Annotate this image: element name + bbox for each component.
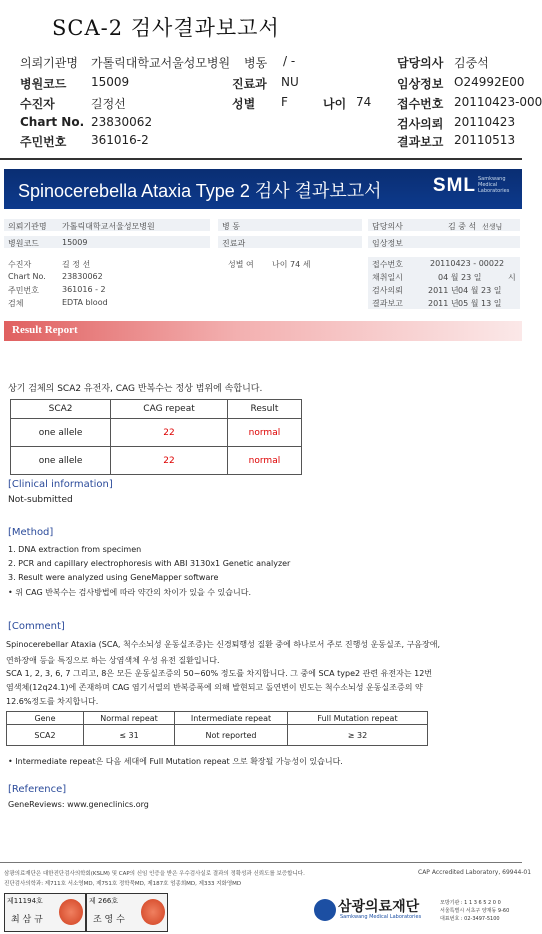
divider [0, 158, 522, 160]
result-report-bar [4, 321, 522, 341]
request-value: 20110423 [454, 115, 516, 129]
info-doctor-value: 김 중 석 [448, 222, 477, 231]
info-report-year: 2011 년 [428, 299, 459, 308]
intermediate-note: • Intermediate repeat은 다음 세대에 Full Mutation repeat 으로 확장될 가능성이 있습니다. [8, 757, 343, 766]
method-note: • 위 CAG 반복수는 검사방법에 따라 약간의 차이가 있을 수 있습니다. [8, 588, 252, 597]
request-label: 검사의뢰 [397, 117, 444, 131]
table-row [7, 725, 428, 746]
info-code-label: 병원코드 [8, 239, 39, 248]
info-report-value: 05 월 13 일 [458, 299, 502, 308]
info-chart-label: Chart No. [8, 272, 46, 281]
result-table-header: Result [227, 400, 301, 419]
gene-cell: SCA2 [7, 725, 84, 746]
info-doctor-label: 담당의사 [372, 222, 403, 231]
code-label: 병원코드 [20, 77, 67, 91]
org-address: 서울특별시 서초구 양재동 9-60 [440, 908, 510, 914]
normal-repeat-cell: ≤ 31 [84, 725, 175, 746]
info-collect-suffix: 시 [508, 273, 516, 282]
full-mutation-cell: ≥ 32 [288, 725, 428, 746]
dept-value: NU [281, 75, 299, 89]
report-label: 결과보고 [397, 135, 444, 149]
seal-icon [141, 899, 165, 925]
method-item: 1. DNA extraction from specimen [8, 545, 142, 554]
info-id-label: 주민번호 [8, 286, 39, 295]
sex-value: F [281, 95, 288, 109]
info-sex-value: 성별 여 [228, 260, 254, 269]
org-tel-1: 모방기관 : 1 1 3 6 5 2 0 0 [440, 900, 501, 906]
result-table-header: CAG repeat [111, 400, 228, 419]
table-row [11, 447, 302, 475]
patient-value: 길정선 [91, 97, 126, 111]
sml-logo-sub: Samkwang Medical Laboratories [478, 176, 510, 194]
patient-label: 수진자 [20, 97, 55, 111]
allele-cell: one allele [11, 419, 111, 447]
cag-repeat-cell: 22 [111, 419, 228, 447]
reference-title: [Reference] [8, 784, 67, 795]
code-value: 15009 [91, 75, 130, 89]
hospital-label: 의뢰기관명 [20, 56, 78, 70]
sml-logo: SML [432, 175, 476, 196]
stamp-license: 제 266호 [89, 897, 119, 905]
comment-line: SCA 1, 2, 3, 6, 7 그리고, 8은 모든 운동실조증의 50~60% 정도를 차지합니다. 그 중에 SCA type2 관련 유전자는 12번 [6, 669, 433, 678]
comment-title: [Comment] [8, 621, 65, 632]
info-ward-label: 병 동 [222, 222, 240, 231]
info-specimen-label: 검체 [8, 299, 24, 308]
table-row [11, 419, 302, 447]
footer-accreditation: 삼광의료재단은 대한진단검사의학회(KSLM) 및 CAP의 신임 인증을 받은 우수검사실로 결과의 정확성과 신뢰도를 보증합니다. [4, 871, 305, 877]
comment-line: 연하장애 등을 특징으로 하는 상염색체 우성 유전 질환입니다. [6, 656, 220, 665]
stamp-name: 조 영 수 [93, 915, 125, 925]
doctor-label: 담당의사 [397, 56, 444, 70]
receipt-value: 20110423-000 [454, 95, 542, 109]
info-request-year: 2011 년 [428, 286, 459, 295]
doctor-value: 김중석 [454, 56, 489, 70]
comment-line: 12.6%정도를 차지합니다. [6, 697, 99, 706]
report-value: 20110513 [454, 133, 516, 147]
id-value: 361016-2 [91, 133, 149, 147]
id-label: 주민번호 [20, 135, 67, 149]
receipt-label: 접수번호 [397, 97, 444, 111]
range-table-header: Gene [7, 712, 84, 725]
intermediate-repeat-cell: Not reported [175, 725, 288, 746]
info-specimen-value: EDTA blood [62, 298, 108, 307]
method-item: 2. PCR and capillary electrophoresis with ABI 3130x1 Genetic analyzer [8, 559, 291, 568]
range-table-header: Normal repeat [84, 712, 175, 725]
result-report-title: Result Report [12, 324, 78, 336]
clinical-label: 임상정보 [397, 77, 444, 91]
org-name: 삼광의료재단 [338, 899, 420, 915]
reference-text: GeneReviews: www.geneclinics.org [8, 800, 149, 809]
result-table [10, 399, 302, 475]
allele-cell: one allele [11, 447, 111, 475]
info-patient-label: 수진자 [8, 260, 32, 269]
doctor-stamp-1 [4, 893, 86, 932]
comment-line: 염색체(12q24.1)에 존재하며 CAG 염기서열의 반복증폭에 의해 발현되고 돌연변이 빈도는 척수소뇌성 운동실조증의 약 [6, 683, 423, 692]
footer-doctors: 진단검사의학과: 제711호 서소영MD, 제751호 정학묵MD, 제187호 엄종희MD, 제333 지화영MD [4, 881, 242, 887]
cap-accreditation: CAP Accredited Laboratory, 69944-01 [418, 869, 532, 876]
method-title: [Method] [8, 527, 54, 538]
chart-label: Chart No. [20, 115, 85, 129]
result-table-header: SCA2 [11, 400, 111, 419]
info-code-value: 15009 [62, 238, 88, 247]
document-title: SCA-2 검사결과보고서 [52, 16, 280, 40]
comment-line: Spinocerebellar Ataxia (SCA, 척수소뇌성 운동실조증)는 신경퇴행성 질환 중에 하나로서 주로 진행성 운동실조, 구음장애, [6, 640, 441, 649]
info-report-label: 결과보고 [372, 299, 403, 308]
info-hospital-value: 가톨릭대학교서울성모병원 [62, 222, 155, 231]
hospital-value: 가톨릭대학교서울성모병원 [91, 56, 231, 70]
info-hospital-label: 의뢰기관명 [8, 222, 47, 231]
info-id-value: 361016 - 2 [62, 285, 106, 294]
info-chart-value: 23830062 [62, 272, 103, 281]
repeat-range-table [6, 711, 428, 746]
info-collect-label: 채취일시 [372, 273, 403, 282]
clinical-value: O24992E00 [454, 75, 525, 89]
result-cell: normal [227, 447, 301, 475]
range-table-header: Full Mutation repeat [288, 712, 428, 725]
banner-title: Spinocerebella Ataxia Type 2 검사 결과보고서 [18, 181, 382, 201]
info-request-label: 검사의뢰 [372, 286, 403, 295]
stamp-name: 최 삼 규 [11, 915, 43, 925]
info-request-value: 04 월 23 일 [458, 286, 502, 295]
report-banner [4, 169, 522, 209]
seal-icon [59, 899, 83, 925]
clinical-text: Not-submitted [8, 495, 73, 505]
org-sub: Samkwang Medical Laboratories [340, 914, 422, 920]
age-label: 나이 [323, 97, 347, 111]
cag-repeat-cell: 22 [111, 447, 228, 475]
clinical-title: [Clinical information] [8, 479, 113, 490]
age-value: 74 [356, 95, 372, 109]
sex-label: 성별 [232, 97, 256, 111]
dept-label: 진료과 [232, 77, 267, 91]
info-age-value: 나이 74 세 [272, 260, 311, 269]
range-table-header: Intermediate repeat [175, 712, 288, 725]
info-doctor-suffix: 선생님 [482, 223, 503, 231]
stamp-license: 제11194호 [7, 897, 43, 905]
ward-value: / - [283, 54, 296, 68]
summary-text: 상기 검체의 SCA2 유전자, CAG 반복수는 정상 범위에 속합니다. [8, 384, 263, 394]
info-receipt-label: 접수번호 [372, 260, 403, 269]
info-receipt-value: 20110423 - 00022 [430, 259, 505, 268]
info-collect-value: 04 월 23 일 [438, 273, 482, 282]
sml-emblem-icon [314, 899, 336, 921]
method-item: 3. Result were analyzed using GeneMapper software [8, 573, 219, 582]
result-cell: normal [227, 419, 301, 447]
info-dept-label: 진료과 [222, 239, 246, 248]
info-patient-value: 길 정 선 [62, 260, 91, 269]
org-tel-main: 대표번호 : 02-3497-5100 [440, 916, 500, 922]
ward-label: 병동 [244, 56, 268, 70]
info-clinical-label: 임상정보 [372, 239, 403, 248]
footer-divider [0, 862, 522, 863]
doctor-stamp-2 [86, 893, 168, 932]
chart-value: 23830062 [91, 115, 153, 129]
